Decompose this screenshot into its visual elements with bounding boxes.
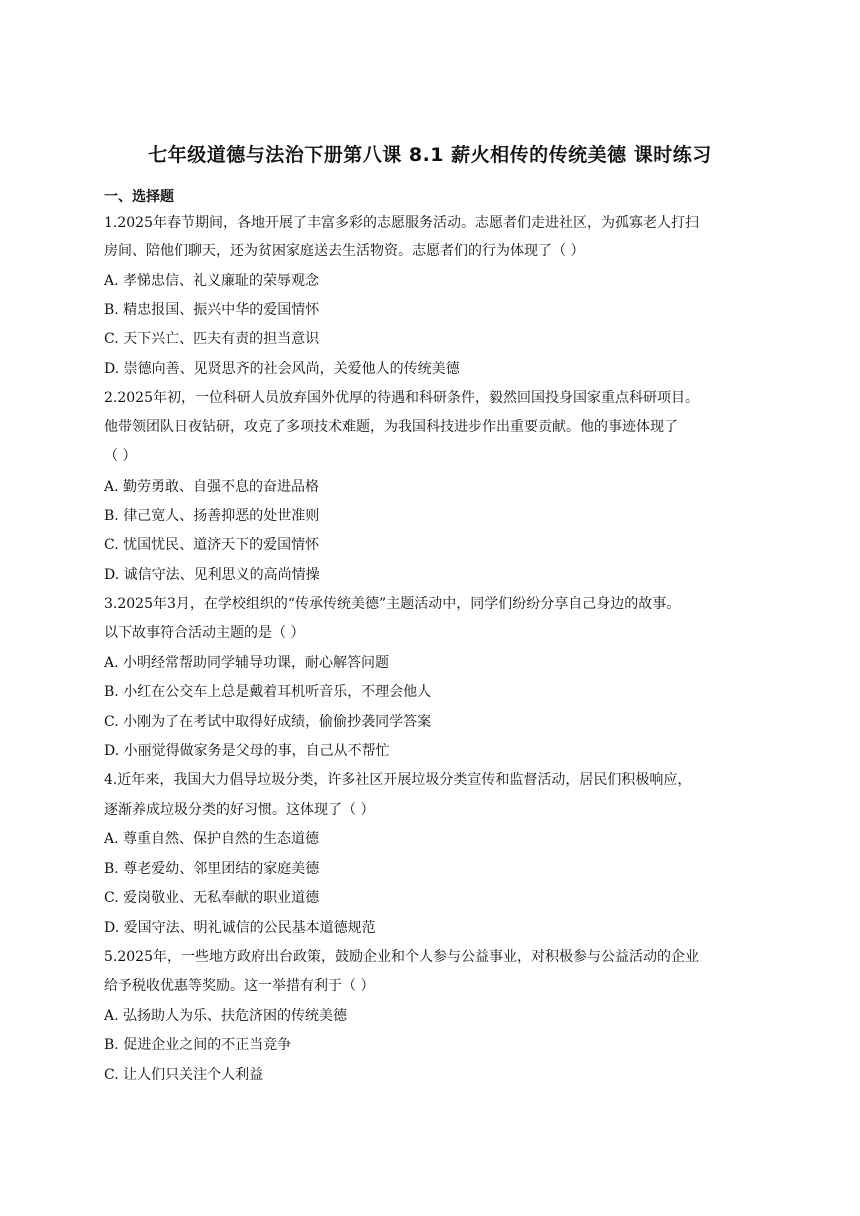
question-4-option-c: C. 爱岗敬业、无私奉献的职业道德 (104, 890, 320, 906)
question-1-option-b: B. 精忠报国、振兴中华的爱国情怀 (104, 302, 320, 318)
question-4-option-a: A. 尊重自然、保护自然的生态道德 (104, 831, 320, 847)
question-1-line-1: 1.2025年春节期间，各地开展了丰富多彩的志愿服务活动。志愿者们走进社区，为孤寡老人打扫 (104, 215, 699, 231)
question-5-line-2: 给予税收优惠等奖励。这一举措有利于（ ） (104, 978, 375, 994)
question-2-option-a: A. 勤劳勇敢、自强不息的奋进品格 (104, 479, 320, 495)
question-3-option-a: A. 小明经常帮助同学辅导功课，耐心解答问题 (104, 655, 390, 671)
question-3-option-c: C. 小刚为了在考试中取得好成绩，偷偷抄袭同学答案 (104, 714, 432, 730)
question-5-option-a: A. 弘扬助人为乐、扶危济困的传统美德 (104, 1008, 348, 1024)
question-4-option-d: D. 爱国守法、明礼诚信的公民基本道德规范 (104, 920, 376, 936)
question-4-line-2: 逐渐养成垃圾分类的好习惯。这体现了（ ） (104, 802, 375, 818)
question-5-option-c: C. 让人们只关注个人利益 (104, 1067, 264, 1083)
question-3-option-d: D. 小丽觉得做家务是父母的事，自己从不帮忙 (104, 743, 390, 759)
question-1-option-a: A. 孝悌忠信、礼义廉耻的荣辱观念 (104, 273, 320, 289)
question-3-option-b: B. 小红在公交车上总是戴着耳机听音乐，不理会他人 (104, 684, 432, 700)
question-2-line-2: 他带领团队日夜钻研，攻克了多项技术难题，为我国科技进步作出重要贡献。他的事迹体现了 (104, 419, 678, 435)
question-1-option-d: D. 崇德向善、见贤思齐的社会风尚，关爱他人的传统美德 (104, 361, 460, 377)
question-4-option-b: B. 尊老爱幼、邻里团结的家庭美德 (104, 861, 320, 877)
question-5-line-1: 5.2025年，一些地方政府出台政策，鼓励企业和个人参与公益事业，对积极参与公益活动的企业 (104, 949, 699, 965)
question-4-line-1: 4.近年来，我国大力倡导垃圾分类，许多社区开展垃圾分类宣传和监督活动，居民们积极响应， (104, 772, 692, 788)
question-2-option-b: B. 律己宽人、扬善抑恶的处世准则 (104, 508, 320, 524)
question-1-option-c: C. 天下兴亡、匹夫有责的担当意识 (104, 331, 320, 347)
document-title: 七年级道德与法治下册第八课 8.1 薪火相传的传统美德 课时练习 (148, 144, 712, 166)
question-2-line-1: 2.2025年初，一位科研人员放弃国外优厚的待遇和科研条件，毅然回国投身国家重点科研项目。 (104, 390, 699, 406)
question-5-option-b: B. 促进企业之间的不正当竞争 (104, 1037, 292, 1053)
question-3-line-1: 3.2025年3月，在学校组织的“传承传统美德”主题活动中，同学们纷纷分享自己身边的故事。 (104, 596, 681, 612)
question-2-option-d: D. 诚信守法、见利思义的高尚情操 (104, 567, 320, 583)
question-1-line-2: 房间、陪他们聊天，还为贫困家庭送去生活物资。志愿者们的行为体现了（ ） (104, 243, 585, 259)
question-3-line-2: 以下故事符合活动主题的是（ ） (104, 625, 305, 641)
question-2-option-c: C. 忧国忧民、道济天下的爱国情怀 (104, 537, 320, 553)
section-heading: 一、选择题 (104, 189, 174, 205)
question-2-line-3: （ ） (104, 448, 137, 464)
